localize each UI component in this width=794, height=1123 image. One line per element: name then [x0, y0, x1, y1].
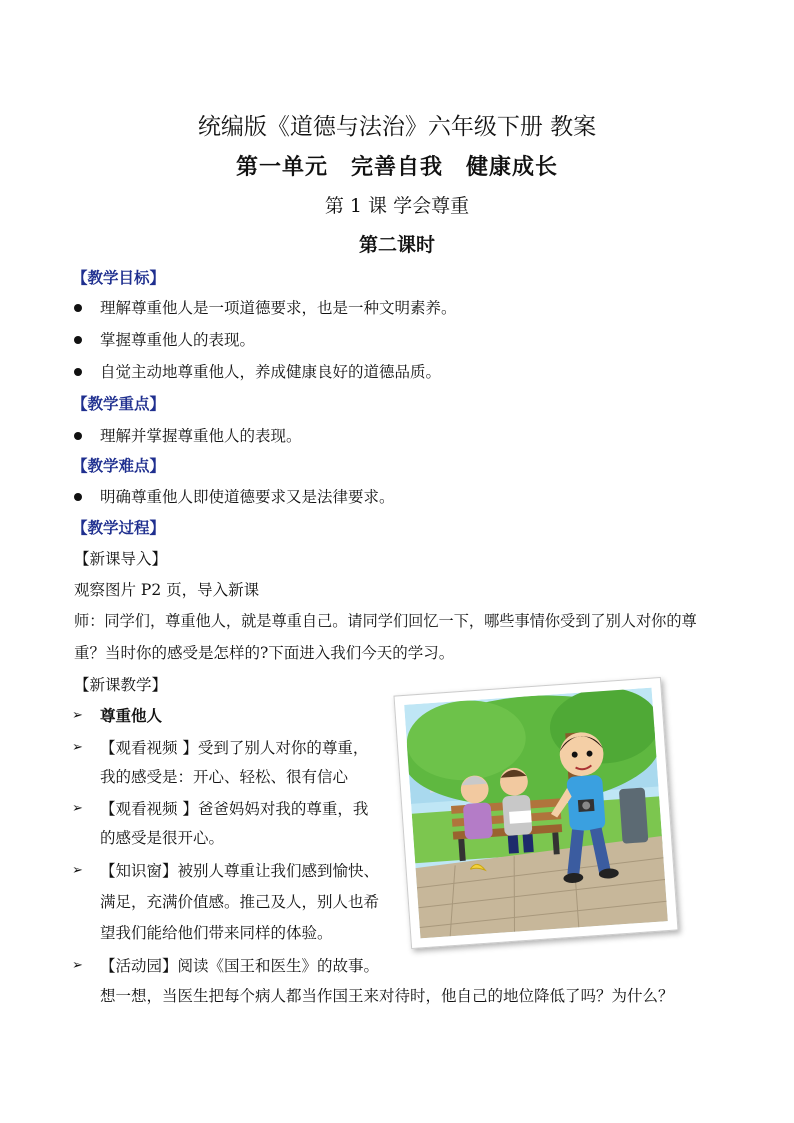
key-point-item: 理解并掌握尊重他人的表现。: [100, 427, 302, 445]
teaching-item-cont: 的感受是很开心。: [100, 829, 225, 847]
teaching-item-cont: 望我们能给他们带来同样的体验。: [100, 924, 333, 942]
difficulties-heading: 【教学难点】: [72, 456, 166, 475]
arrow-bullet-icon: ➢: [72, 740, 83, 755]
lesson-title: 第 1 课 学会尊重: [324, 195, 470, 217]
difficulty-item: 明确尊重他人即使道德要求又是法律要求。: [100, 488, 395, 506]
bullet-icon: [74, 368, 82, 376]
arrow-bullet-icon: ➢: [72, 801, 83, 816]
objective-item: 掌握尊重他人的表现。: [100, 331, 256, 349]
process-heading: 【教学过程】: [72, 518, 166, 537]
teaching-item: 【知识窗】被别人尊重让我们感到愉快、: [100, 862, 380, 880]
objectives-heading: 【教学目标】: [72, 268, 166, 287]
period-title: 第二课时: [358, 234, 435, 256]
teaching-item: 【观看视频 】爸爸妈妈对我的尊重，我: [100, 800, 369, 818]
teaching-item: 【活动园】阅读《国王和医生》的故事。: [100, 957, 380, 975]
bullet-icon: [74, 336, 82, 344]
bullet-icon: [74, 432, 82, 440]
teaching-heading: 【新课教学】: [74, 676, 168, 694]
bullet-icon: [74, 304, 82, 312]
teacher-line: 重？当时你的感受是怎样的?下面进入我们今天的学习。: [74, 644, 455, 662]
intro-heading: 【新课导入】: [74, 550, 168, 568]
teaching-item: 尊重他人: [100, 706, 163, 725]
teaching-item-cont: 我的感受是：开心、轻松、很有信心: [100, 768, 349, 786]
park-scene-image: [404, 688, 668, 939]
objective-item: 自觉主动地尊重他人，养成健康良好的道德品质。: [100, 363, 442, 381]
document-title: 统编版《道德与法治》六年级下册 教案: [197, 114, 597, 140]
teaching-item-cont: 想一想，当医生把每个病人都当作国王来对待时，他自己的地位降低了吗？为什么？: [100, 987, 674, 1005]
teacher-line: 师：同学们，尊重他人，就是尊重自己。请同学们回忆一下，哪些事情你受到了别人对你的尊: [74, 612, 697, 630]
arrow-bullet-icon: ➢: [72, 958, 83, 973]
intro-line: 观察图片 P2 页，导入新课: [74, 581, 260, 599]
teaching-item: 【观看视频 】受到了别人对你的尊重，: [100, 739, 369, 757]
teaching-item-cont: 满足，充满价值感。推己及人，别人也希: [100, 893, 380, 911]
bullet-icon: [74, 493, 82, 501]
objective-item: 理解尊重他人是一项道德要求，也是一种文明素养。: [100, 299, 457, 317]
arrow-bullet-icon: ➢: [72, 863, 83, 878]
unit-title: 第一单元 完善自我 健康成长: [235, 154, 558, 180]
park-illustration: [393, 677, 678, 949]
arrow-bullet-icon: ➢: [72, 708, 83, 723]
key-points-heading: 【教学重点】: [72, 394, 166, 413]
